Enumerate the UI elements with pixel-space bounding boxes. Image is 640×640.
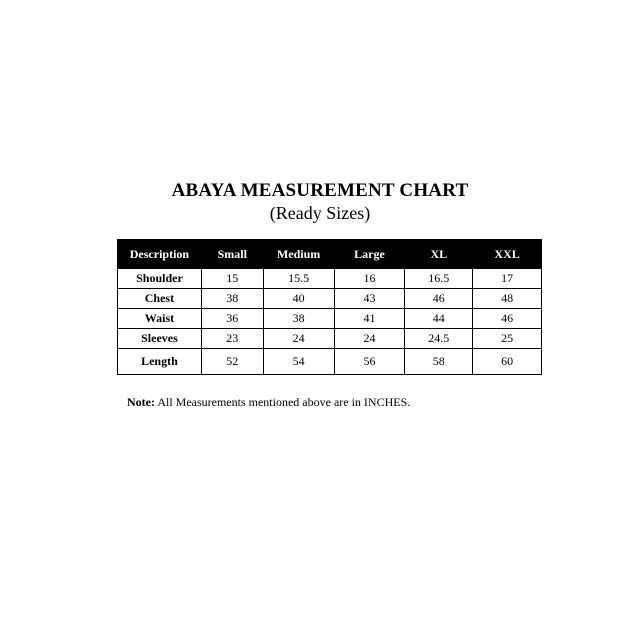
table-cell: 15 <box>201 269 263 289</box>
table-cell: 54 <box>263 349 334 375</box>
table-cell: 38 <box>201 289 263 309</box>
header-small: Small <box>201 240 263 269</box>
table-cell: 24.5 <box>405 329 473 349</box>
table-cell: 58 <box>405 349 473 375</box>
table-row <box>118 269 542 289</box>
row-label-shoulder: Shoulder <box>118 269 202 289</box>
measurement-table <box>117 239 542 375</box>
table-cell: 24 <box>263 329 334 349</box>
table-cell: 17 <box>473 269 542 289</box>
table-cell: 16 <box>334 269 405 289</box>
header-medium: Medium <box>263 240 334 269</box>
row-label-sleeves: Sleeves <box>118 329 202 349</box>
table-cell: 16.5 <box>405 269 473 289</box>
table-row <box>118 349 542 375</box>
table-cell: 46 <box>473 309 542 329</box>
header-large: Large <box>334 240 405 269</box>
table-cell: 60 <box>473 349 542 375</box>
footnote <box>127 395 410 410</box>
table-cell: 40 <box>263 289 334 309</box>
table-row <box>118 309 542 329</box>
row-label-chest: Chest <box>118 289 202 309</box>
table-cell: 56 <box>334 349 405 375</box>
chart-title: ABAYA MEASUREMENT CHART <box>171 180 469 201</box>
row-label-waist: Waist <box>118 309 202 329</box>
table-header-row <box>118 240 542 269</box>
table-cell: 25 <box>473 329 542 349</box>
table-cell: 48 <box>473 289 542 309</box>
table-cell: 38 <box>263 309 334 329</box>
table-row <box>118 289 542 309</box>
table-cell: 46 <box>405 289 473 309</box>
table-cell: 43 <box>334 289 405 309</box>
table-cell: 24 <box>334 329 405 349</box>
chart-subtitle: (Ready Sizes) <box>269 203 371 223</box>
header-xxl: XXL <box>473 240 542 269</box>
table-cell: 15.5 <box>263 269 334 289</box>
table-cell: 41 <box>334 309 405 329</box>
table-cell: 36 <box>201 309 263 329</box>
header-xl: XL <box>405 240 473 269</box>
table-cell: 23 <box>201 329 263 349</box>
header-description: Description <box>118 240 202 269</box>
note-text: All Measurements mentioned above are in INCHES. <box>154 395 411 409</box>
note-label: Note: <box>127 395 155 409</box>
table-row <box>118 329 542 349</box>
table-cell: 52 <box>201 349 263 375</box>
row-label-length: Length <box>118 349 202 375</box>
table-cell: 44 <box>405 309 473 329</box>
